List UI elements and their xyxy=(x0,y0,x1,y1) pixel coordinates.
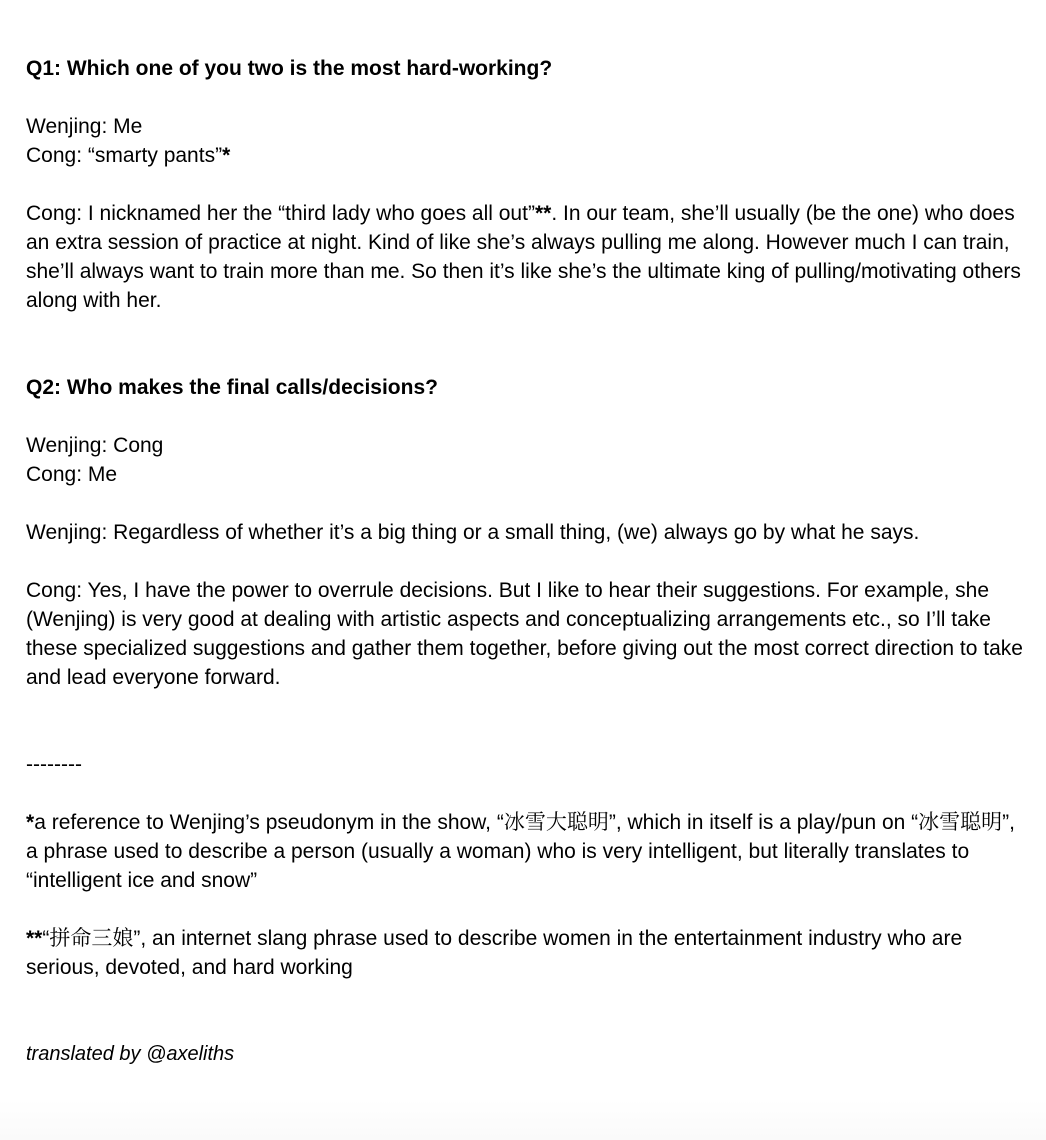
q1-cong-comment-part1: Cong: I nicknamed her the “third lady who goes all out” xyxy=(26,202,535,225)
q1-cong-comment-part2: . In our team, she’ll usually (be the one) who does an extra session of practice at night. Kind of like she’s always pulling me along. However much I can train, she’ll always want to train more than me. So then it’s like she’s the ultimate king of pulling/motivating others along with her. xyxy=(26,202,1021,312)
q1-cong-comment xyxy=(26,199,1026,315)
footnote-mark-1: * xyxy=(222,144,231,167)
footnote-1-mark: * xyxy=(26,811,35,834)
q2-cong-comment: Cong: Yes, I have the power to overrule decisions. But I like to hear their suggestions. For example, she (Wenjing) is very good at dealing with artistic aspects and conceptualizing arrangements etc., so I’ll take these specialized suggestions and gather them together, before giving out the most correct direction to take and lead everyone forward. xyxy=(26,579,1023,689)
q1-question: Q1: Which one of you two is the most hard-working? xyxy=(26,57,553,80)
footnote-2-mark: ** xyxy=(26,927,43,950)
q2-wenjing-comment: Wenjing: Regardless of whether it’s a big thing or a small thing, (we) always go by what he says. xyxy=(26,521,920,544)
footnote-1 xyxy=(26,808,1026,895)
q2-question: Q2: Who makes the final calls/decisions? xyxy=(26,376,438,399)
q2-answer-wenjing: Wenjing: Cong xyxy=(26,434,164,457)
document-body xyxy=(26,54,1026,1069)
q1-answer-cong-text: Cong: “smarty pants” xyxy=(26,144,223,167)
q2-answer-cong: Cong: Me xyxy=(26,463,118,486)
translator-credit: translated by @axeliths xyxy=(26,1043,235,1065)
q1-answer-wenjing: Wenjing: Me xyxy=(26,115,143,138)
footnote-2 xyxy=(26,924,1026,982)
page-bottom-edge xyxy=(0,1100,1046,1140)
footnote-1-text: a reference to Wenjing’s pseudonym in the show, “冰雪大聪明”, which in itself is a play/pun on “冰雪聪明”, a phrase used to describe a person (usually a woman) who is very intelligent, but literally translates to “intelligent ice and snow” xyxy=(26,811,1015,892)
footnote-2-text: “拼命三娘”, an internet slang phrase used to describe women in the entertainment industry who are serious, devoted, and hard working xyxy=(26,927,963,979)
q1-answer-cong xyxy=(26,141,1026,170)
divider: -------- xyxy=(26,753,82,776)
footnote-mark-2: ** xyxy=(534,202,552,225)
